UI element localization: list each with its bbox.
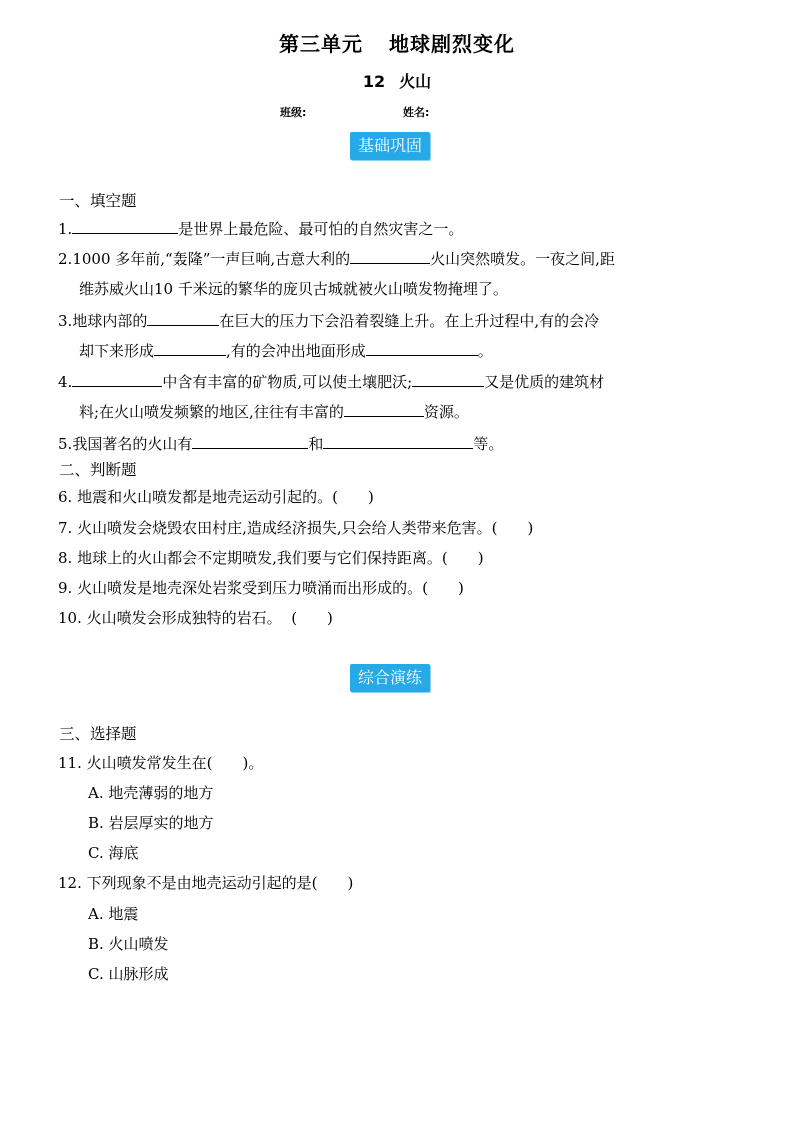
comprehensive-badge: 综合演练 [350,664,430,692]
basic-badge: 基础巩固 [350,132,430,160]
name-label: 姓名: [403,106,430,119]
option-11-a[interactable]: A. 地壳薄弱的地方 [88,784,214,802]
question-2: 2.1000 多年前,“轰隆”一声巨响,古意大利的 火山突然喷发。一夜之间,距 维苏威火山10 千米远的繁华的庞贝古城就被火山喷发物掩埋了。 [58,244,738,304]
question-10: 10. 火山喷发会形成独特的岩石。 ( ) [58,603,738,633]
answer-blank[interactable] [72,369,162,387]
question-12: 12. 下列现象不是由地壳运动引起的是( ) [58,874,354,892]
answer-paren[interactable]: ( ) [491,519,534,537]
answer-blank[interactable] [344,399,424,417]
section-fill-heading: 一、填空题 [59,192,137,210]
class-label: 班级: [280,106,307,119]
question-6: 6. 地震和火山喷发都是地壳运动引起的。( ) [58,482,738,512]
answer-paren[interactable]: ( ) [441,549,484,567]
answer-blank[interactable] [323,431,473,449]
answer-blank[interactable] [72,216,178,234]
answer-blank[interactable] [412,369,484,387]
answer-blank[interactable] [366,338,478,356]
answer-paren[interactable]: ( ) [332,488,374,506]
lesson-name: 火山 [399,72,432,91]
question-11: 11. 火山喷发常发生在( )。 [58,754,264,772]
answer-blank[interactable] [192,431,308,449]
question-7: 7. 火山喷发会烧毁农田村庄,造成经济损失,只会给人类带来危害。( ) [58,513,738,543]
question-4: 4. 中含有丰富的矿物质,可以使土壤肥沃; 又是优质的建筑材 料;在火山喷发频繁的地区,往往有丰富的 资源。 [58,367,738,427]
option-11-b[interactable]: B. 岩层厚实的地方 [88,814,214,832]
unit-title [0,28,794,57]
question-5: 5.我国著名的火山有 和 等。 [58,429,738,459]
question-3: 3.地球内部的 在巨大的压力下会沿着裂缝上升。在上升过程中,有的会冷 却下来形成 ,有的会冲出地面形成 。 [58,306,738,366]
section-judge-heading: 二、判断题 [59,461,137,479]
answer-blank[interactable] [154,338,226,356]
option-12-c[interactable]: C. 山脉形成 [88,965,169,983]
answer-blank[interactable] [350,246,430,264]
option-12-b[interactable]: B. 火山喷发 [88,935,169,953]
option-11-c[interactable]: C. 海底 [88,844,139,862]
lesson-number: 12 [362,72,386,91]
answer-paren[interactable]: ( ) [291,609,333,627]
unit-label: 第三单元 [279,32,363,56]
answer-paren[interactable]: ( ) [422,579,464,597]
unit-name: 地球剧烈变化 [389,32,515,56]
question-8: 8. 地球上的火山都会不定期喷发,我们要与它们保持距离。( ) [58,543,738,573]
option-12-a[interactable]: A. 地震 [88,905,139,923]
question-9: 9. 火山喷发是地壳深处岩浆受到压力喷涌而出形成的。( ) [58,573,738,603]
answer-blank[interactable] [147,308,219,326]
section-choice-heading: 三、选择题 [59,725,137,743]
question-1: 1. 是世界上最危险、最可怕的自然灾害之一。 [58,214,738,244]
lesson-title [0,69,794,92]
